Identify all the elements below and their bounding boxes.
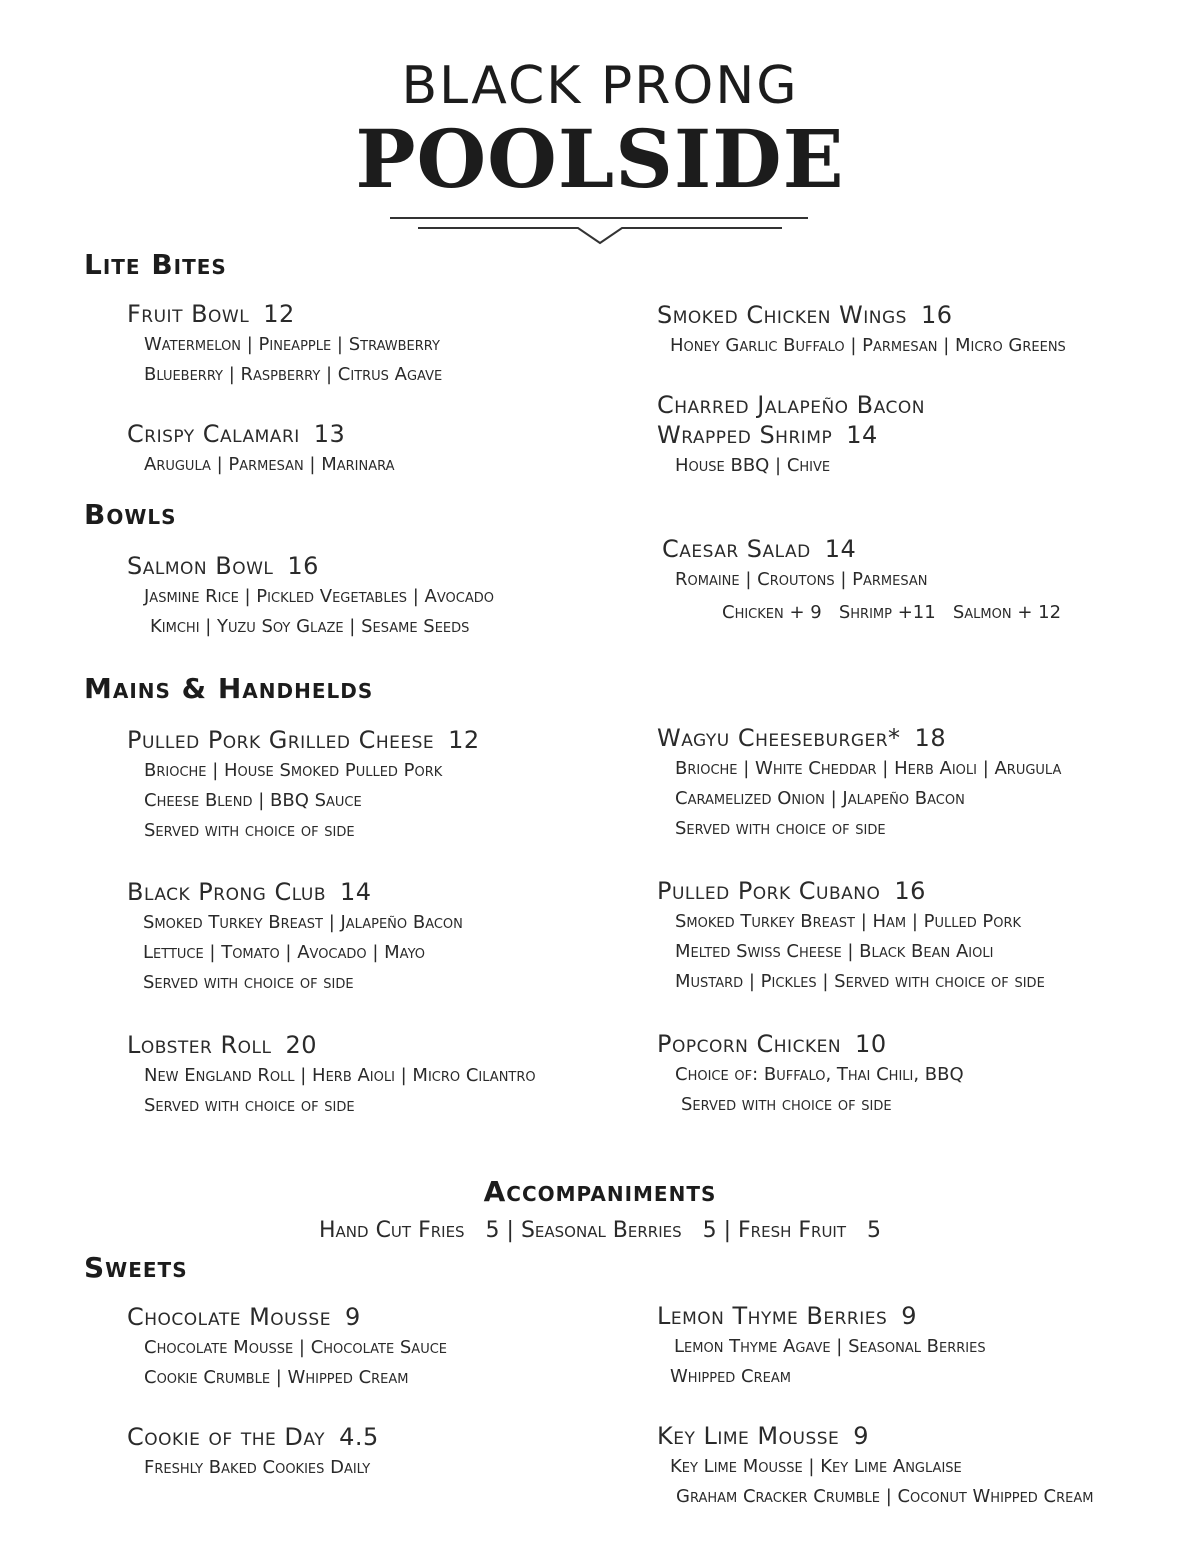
- item-name: Wrapped Shrimp: [657, 421, 833, 449]
- item-description: Cookie Crumble | Whipped Cream: [144, 1367, 409, 1388]
- header-divider: [388, 212, 812, 246]
- item-name: Crispy Calamari: [127, 420, 300, 448]
- item-price: 9: [344, 1303, 361, 1331]
- restaurant-name: BLACK PRONG: [401, 56, 799, 116]
- item-description: Whipped Cream: [670, 1366, 791, 1387]
- item-price: 16: [287, 552, 319, 580]
- section-mains: Mains & Handhelds: [84, 672, 374, 705]
- item-description: Mustard | Pickles | Served with choice of side: [675, 971, 1045, 992]
- item-description: Kimchi | Yuzu Soy Glaze | Sesame Seeds: [150, 616, 470, 637]
- item-description: Brioche | House Smoked Pulled Pork: [144, 760, 443, 781]
- menu-item-popcorn-chicken: [657, 1030, 964, 1120]
- menu-item-cubano: [657, 877, 1045, 997]
- menu-item-club: [127, 878, 463, 998]
- menu-item-calamari: [127, 420, 395, 480]
- item-description: Choice of: Buffalo, Thai Chili, BBQ: [675, 1064, 964, 1085]
- menu-item-grilled-cheese: [127, 726, 480, 846]
- menu-item-lemon-thyme: [657, 1302, 986, 1392]
- item-price: 14: [824, 535, 857, 563]
- item-side-note: Served with choice of side: [675, 818, 886, 839]
- item-price: 16: [894, 877, 926, 905]
- item-side-note: Served with choice of side: [144, 820, 355, 841]
- item-addons: Chicken + 9 Shrimp +11 Salmon + 12: [722, 602, 1062, 623]
- section-lite-bites: Lite Bites: [84, 248, 227, 281]
- item-description: Jasmine Rice | Pickled Vegetables | Avocado: [144, 586, 494, 607]
- accompaniments-list: Hand Cut Fries 5 | Seasonal Berries 5 | Fresh Fruit 5: [319, 1218, 881, 1243]
- item-side-note: Served with choice of side: [143, 972, 354, 993]
- item-price: 12: [448, 726, 480, 754]
- menu-item-caesar: [662, 535, 1061, 628]
- item-description: Smoked Turkey Breast | Jalapeño Bacon: [143, 912, 463, 933]
- item-price: 9: [853, 1422, 870, 1450]
- item-description: Graham Cracker Crumble | Coconut Whipped Cream: [676, 1486, 1094, 1507]
- item-description: Arugula | Parmesan | Marinara: [144, 454, 395, 475]
- item-name: Popcorn Chicken: [657, 1030, 842, 1058]
- item-name: Salmon Bowl: [127, 552, 274, 580]
- item-name: Cookie of the Day: [127, 1423, 326, 1451]
- menu-item-cheeseburger: [657, 724, 1061, 844]
- menu-item-shrimp: [657, 391, 925, 481]
- item-price: 18: [914, 724, 947, 752]
- item-description: New England Roll | Herb Aioli | Micro Cilantro: [144, 1065, 536, 1086]
- item-description: Romaine | Croutons | Parmesan: [675, 569, 928, 590]
- menu-item-key-lime: [657, 1422, 1093, 1512]
- item-description: Blueberry | Raspberry | Citrus Agave: [144, 364, 443, 385]
- menu-item-lobster-roll: [127, 1031, 536, 1121]
- item-side-note: Served with choice of side: [144, 1095, 355, 1116]
- item-price: 14: [339, 878, 372, 906]
- menu-item-fruit-bowl: [127, 300, 442, 390]
- menu-title: POOLSIDE: [355, 112, 845, 206]
- item-name: Pulled Pork Grilled Cheese: [127, 726, 435, 754]
- item-name: Fruit Bowl: [127, 300, 250, 328]
- item-description: Lettuce | Tomato | Avocado | Mayo: [143, 942, 426, 963]
- item-description: House BBQ | Chive: [675, 455, 831, 476]
- item-name: Smoked Chicken Wings: [657, 301, 907, 329]
- item-name: Wagyu Cheeseburger*: [657, 724, 901, 752]
- section-bowls: Bowls: [84, 498, 177, 531]
- item-description: Chocolate Mousse | Chocolate Sauce: [144, 1337, 448, 1358]
- item-name: Key Lime Mousse: [657, 1422, 840, 1450]
- item-price: 13: [313, 420, 346, 448]
- item-price: 12: [263, 300, 295, 328]
- menu-item-cookie: [127, 1423, 379, 1483]
- section-sweets: Sweets: [84, 1251, 188, 1284]
- item-description: Melted Swiss Cheese | Black Bean Aioli: [675, 941, 994, 962]
- item-price: 9: [901, 1302, 918, 1330]
- item-description: Key Lime Mousse | Key Lime Anglaise: [670, 1456, 962, 1477]
- item-description: Brioche | White Cheddar | Herb Aioli | Arugula: [675, 758, 1062, 779]
- item-name: Chocolate Mousse: [127, 1303, 331, 1331]
- item-price: 20: [285, 1031, 318, 1059]
- menu-item-salmon-bowl: [127, 552, 494, 642]
- item-description: Smoked Turkey Breast | Ham | Pulled Pork: [675, 911, 1022, 932]
- item-price: 10: [855, 1030, 887, 1058]
- item-name: Black Prong Club: [127, 878, 326, 906]
- item-price: 4.5: [339, 1423, 379, 1451]
- item-name: Pulled Pork Cubano: [657, 877, 881, 905]
- item-description: Caramelized Onion | Jalapeño Bacon: [675, 788, 965, 809]
- item-description: Freshly Baked Cookies Daily: [144, 1457, 371, 1478]
- item-name: Lemon Thyme Berries: [657, 1302, 888, 1330]
- section-accompaniments: Accompaniments: [483, 1175, 717, 1208]
- item-description: Lemon Thyme Agave | Seasonal Berries: [674, 1336, 986, 1357]
- item-name: Caesar Salad: [662, 535, 811, 563]
- item-description: Watermelon | Pineapple | Strawberry: [144, 334, 440, 355]
- menu-item-chocolate-mousse: [127, 1303, 447, 1393]
- item-description: Cheese Blend | BBQ Sauce: [144, 790, 362, 811]
- item-description: Honey Garlic Buffalo | Parmesan | Micro Greens: [670, 335, 1066, 356]
- item-name: Charred Jalapeño Bacon: [657, 391, 925, 419]
- item-name: Lobster Roll: [127, 1031, 272, 1059]
- menu-item-wings: [657, 301, 1066, 361]
- item-side-note: Served with choice of side: [681, 1094, 892, 1115]
- item-price: 16: [920, 301, 953, 329]
- item-price: 14: [846, 421, 878, 449]
